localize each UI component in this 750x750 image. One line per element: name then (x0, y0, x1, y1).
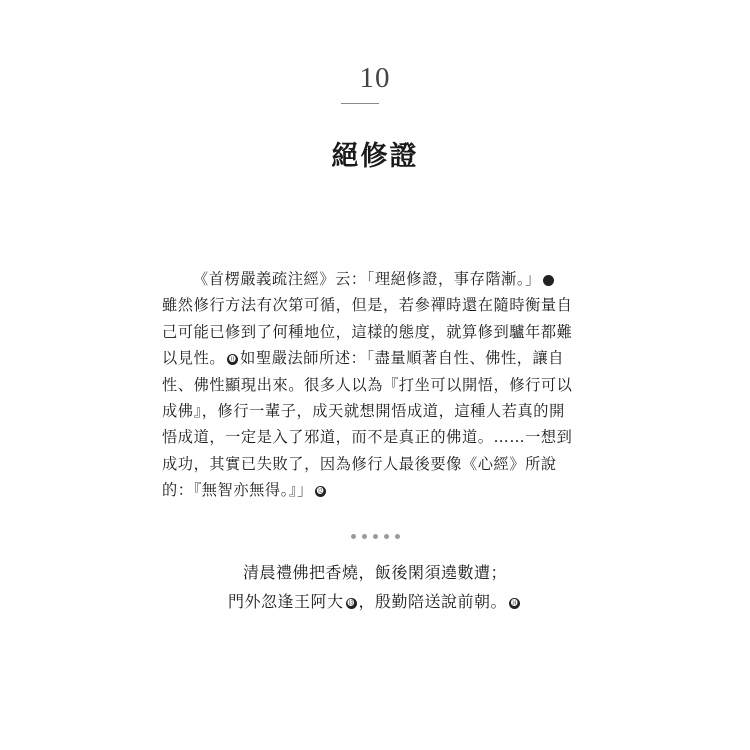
section-divider (0, 534, 750, 539)
verse-line-2 (0, 587, 750, 616)
body-line (162, 345, 582, 371)
verse-text: 門外忽逢王阿大 (227, 592, 344, 611)
body-line (162, 319, 582, 345)
footnote-marker: ⓪ (543, 275, 554, 286)
verse-line-1: 清晨禮佛把香燒，飯後閑須遶數遭； (242, 563, 507, 582)
body-line-text: 性、佛性顯現出來。很多人以為『打坐可以開悟，修行可以 (162, 375, 573, 394)
body-line-text: 的：『無智亦無得。』」 (162, 481, 313, 500)
body-line-text: 《首楞嚴義疏注經》云：「理絕修證，事存階漸。」 (193, 270, 541, 288)
body-line (162, 372, 582, 398)
divider-dot (395, 534, 400, 539)
body-line-text: 雖然修行方法有次第可循，但是，若參禪時還在隨時衡量自 (162, 296, 573, 315)
body-line-text: 成功，其實已失敗了，因為修行人最後要像《心經》所說 (162, 454, 557, 473)
chapter-number: 10 (359, 62, 391, 94)
body-line (162, 477, 582, 503)
divider-dot (362, 534, 367, 539)
body-line-text: 成佛』，修行一輩子，成天就想開悟成道，這種人若真的開 (162, 402, 565, 421)
chapter-title: 絕修證 (331, 141, 419, 172)
body-line (162, 451, 582, 477)
body-line (162, 424, 582, 450)
footnote-marker: ⓫ (228, 355, 237, 364)
footnote-marker: ⓭ (347, 599, 355, 607)
divider-dot (373, 534, 378, 539)
body-line-text: 如聖嚴法師所述：「盡量順著自性、佛性，讓自 (240, 349, 565, 368)
body-line-text: 悟成道，一定是入了邪道，而不是真正的佛道。……一想到 (162, 428, 573, 447)
footnote-marker: ⓬ (316, 487, 325, 496)
divider-dot (351, 534, 356, 539)
footnote-marker: ⓮ (510, 599, 519, 607)
verse (0, 558, 750, 616)
body-paragraph (162, 266, 582, 504)
body-line (162, 266, 582, 292)
body-line-text: 己可能已修到了何種地位，這樣的態度，就算修到驢年都難 (162, 322, 573, 341)
body-line (162, 292, 582, 318)
body-line (162, 398, 582, 424)
divider-dot (384, 534, 389, 539)
chapter-rule (341, 103, 379, 104)
body-line-text: 以見性。 (162, 349, 226, 368)
verse-text: ，殷勤陪送說前朝。 (358, 592, 508, 611)
